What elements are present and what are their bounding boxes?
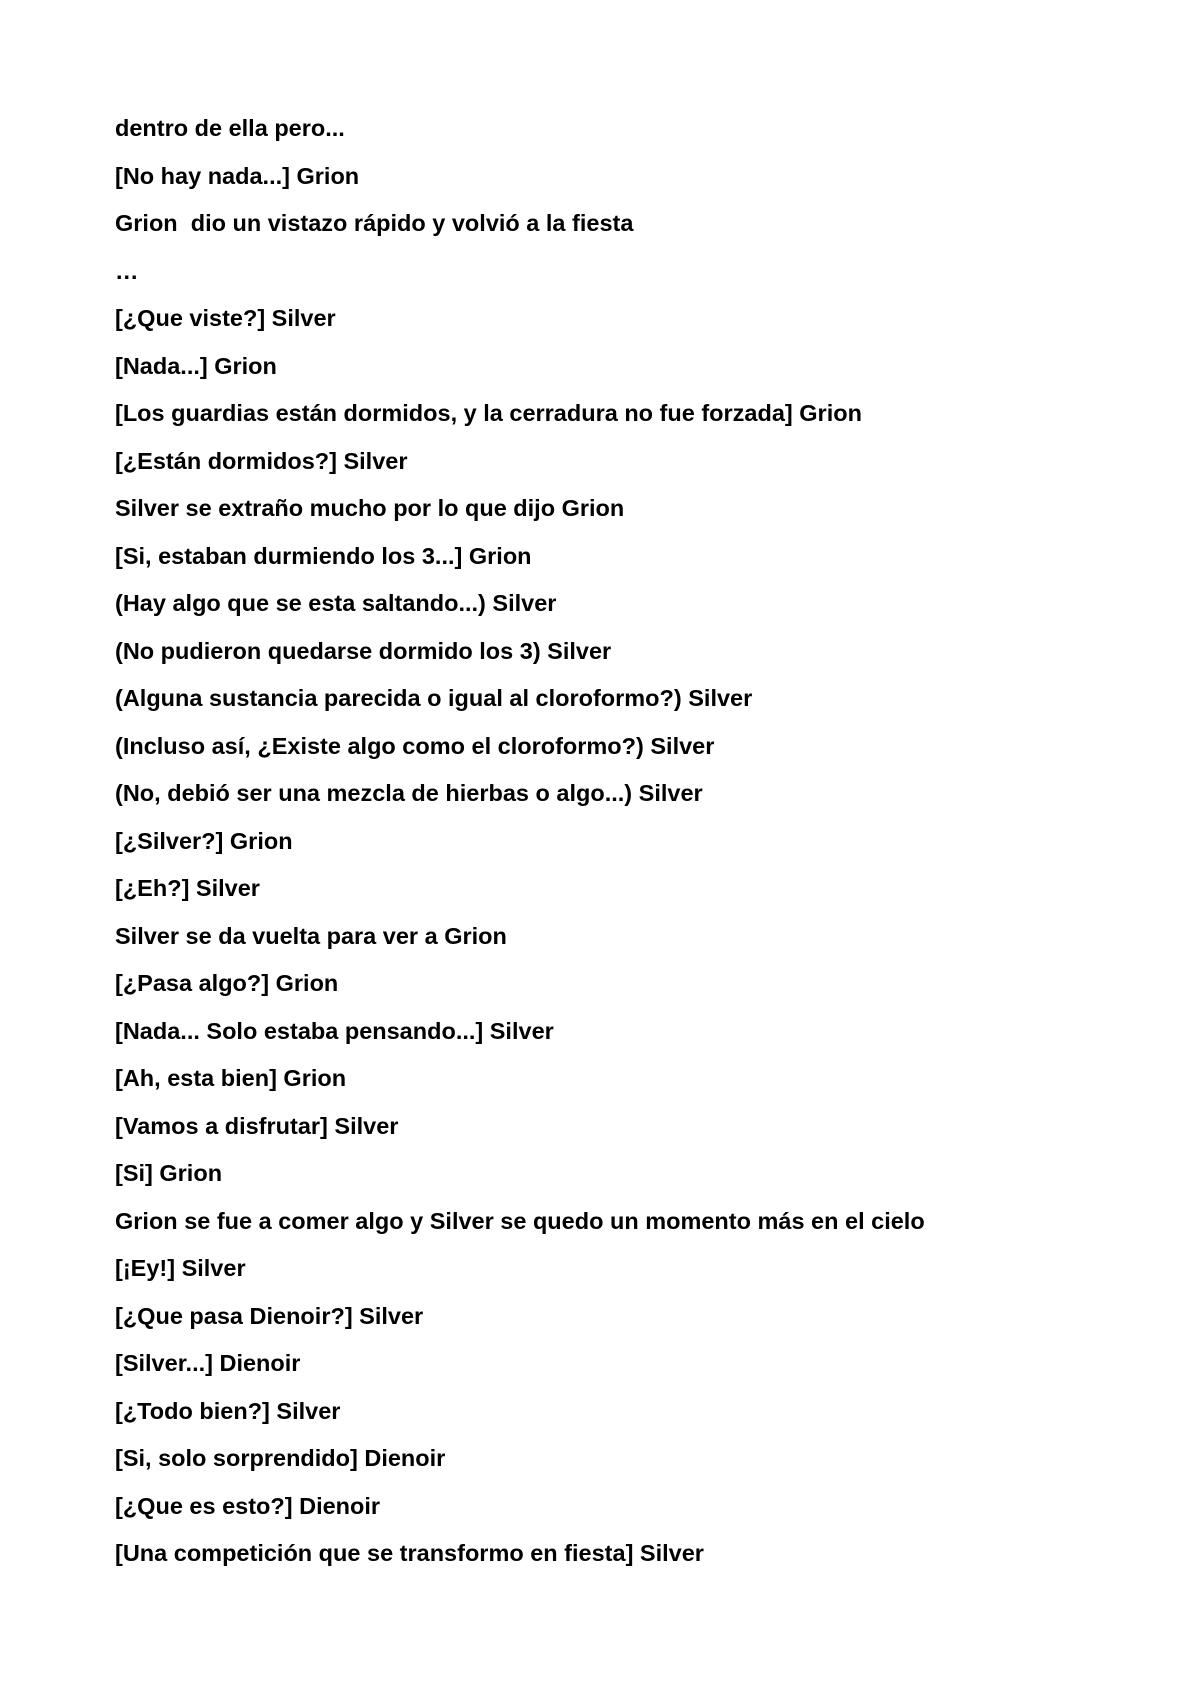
text-line: [Nada...] Grion [115, 352, 277, 379]
text-line: [¿Que es esto?] Dienoir [115, 1492, 381, 1519]
text-line: … [115, 257, 139, 284]
document-body [115, 111, 1115, 1584]
text-line: Silver se da vuelta para ver a Grion [115, 922, 507, 949]
text-line: Grion dio un vistazo rápido y volvió a la fiesta [115, 210, 634, 236]
text-line: [Si] Grion [115, 1160, 223, 1186]
text-line: [¡Ey!] Silver [115, 1255, 246, 1281]
text-line: [Una competición que se transformo en fiesta] Silver [115, 1540, 704, 1566]
text-line: (Hay algo que se esta saltando...) Silver [115, 590, 557, 616]
text-line: (No pudieron quedarse dormido los 3) Silver [115, 637, 612, 664]
text-line: [Si, solo sorprendido] Dienoir [115, 1445, 446, 1471]
text-line: [¿Que pasa Dienoir?] Silver [115, 1302, 424, 1329]
text-line: [No hay nada...] Grion [115, 162, 360, 189]
text-line: (Alguna sustancia parecida o igual al cloroformo?) Silver [115, 685, 753, 711]
text-line: [¿Están dormidos?] Silver [115, 447, 408, 474]
text-line: [¿Eh?] Silver [115, 875, 260, 901]
text-line: dentro de ella pero... [115, 115, 345, 141]
text-line: [Ah, esta bien] Grion [115, 1065, 347, 1091]
text-line: (Incluso así, ¿Existe algo como el cloroformo?) Silver [115, 732, 715, 759]
text-line: Grion se fue a comer algo y Silver se quedo un momento más en el cielo [115, 1207, 925, 1234]
text-line: [Vamos a disfrutar] Silver [115, 1112, 399, 1139]
text-line: [¿Que viste?] Silver [115, 305, 336, 331]
text-line: [Silver...] Dienoir [115, 1350, 301, 1376]
text-line: [Los guardias están dormidos, y la cerradura no fue forzada] Grion [115, 400, 862, 426]
text-line: Silver se extraño mucho por lo que dijo Grion [115, 495, 625, 521]
text-line: [Si, estaban durmiendo los 3...] Grion [115, 542, 532, 569]
text-line: [¿Silver?] Grion [115, 827, 293, 854]
text-line: [Nada... Solo estaba pensando...] Silver [115, 1017, 554, 1044]
text-line: [¿Todo bien?] Silver [115, 1397, 341, 1424]
text-line: [¿Pasa algo?] Grion [115, 970, 339, 996]
text-line: (No, debió ser una mezcla de hierbas o algo...) Silver [115, 780, 703, 806]
